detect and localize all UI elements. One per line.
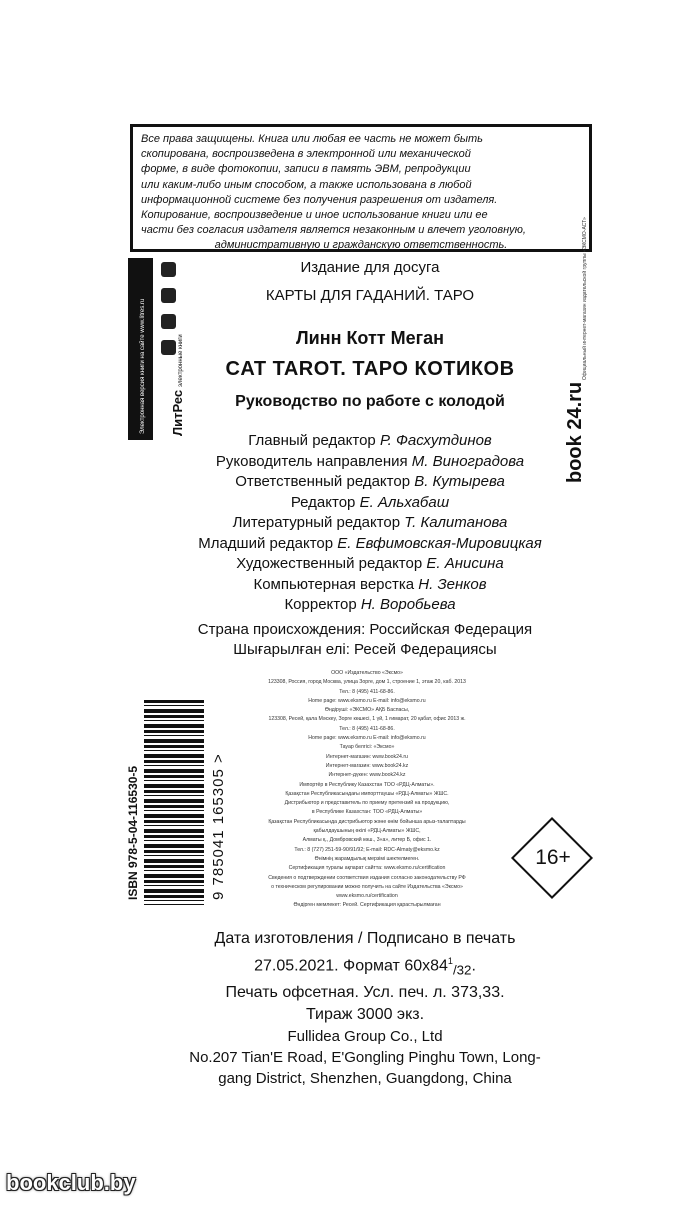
fine-line: Дистрибьютор и представитель по приему претензий на продукцию, <box>284 800 450 807</box>
book-title: CAT TAROT. ТАРО КОТИКОВ <box>225 358 515 380</box>
staff-role: Компьютерная верстка <box>253 575 415 593</box>
factory-line: No.207 Tian'E Road, E'Gongling Pinghu Town, Long- <box>189 1049 541 1066</box>
staff-role: Корректор <box>284 596 357 613</box>
fine-line: Сертификация туралы ақпарат сайтта: www.eksmo.ru/certification <box>288 865 446 872</box>
rights-line: административную и гражданскую ответственность. <box>214 239 508 252</box>
android-icon <box>161 314 176 329</box>
fine-line: Тел.: 8 (495) 411-68-86. <box>339 688 395 695</box>
staff-name: В. Кутырева <box>414 473 505 490</box>
staff-name: Е. Альхабаш <box>359 493 450 511</box>
rights-line: Копирование, воспроизведение и иное использование книги или ее <box>141 209 488 222</box>
book24-small-text: Официальный интернет-магазин издательской группы «ЭКСМО-АСТ» <box>582 217 588 380</box>
litres-logo <box>170 334 185 436</box>
fine-line: 123308, Ресей, қала Мәскеу, Зорге көшесі, 1 үй, 1 ғимарат, 20 қабат, офис 2013 ж. <box>268 716 466 723</box>
litres-vertical-text: Электронная версия книги на сайте www.litres.ru <box>140 298 146 434</box>
fine-line: Home page: www.eksmo.ru E-mail: info@eksmo.ru <box>308 735 426 742</box>
fine-line: Қазақстан Республикасында дистрибьютор және өнім бойынша арыз-талаптарды <box>268 818 466 825</box>
print-format-sub: /32 <box>452 962 472 978</box>
imprint-fine-print <box>222 669 512 911</box>
staff-name: Е. Анисина <box>426 555 504 572</box>
fine-line: ООО «Издательство «Эксмо» <box>331 670 403 676</box>
isbn: ISBN 978-5-04-116530-5 <box>126 765 140 900</box>
staff-role: Руководитель направления <box>215 452 408 470</box>
author: Линн Котт Меган <box>296 328 444 348</box>
country-kz: Шығарылған елі: Ресей Федерациясы <box>233 641 497 658</box>
print-format-sup: 1 <box>447 956 453 966</box>
manufacturer-address <box>140 1026 590 1089</box>
staff-line <box>150 513 590 534</box>
staff-line <box>150 534 590 555</box>
fine-line: о техническом регулировании можно получить на сайте Издательства «Эксмо» <box>271 883 463 890</box>
staff-name: Т. Калитанова <box>404 514 508 531</box>
staff-name: Н. Воробьева <box>360 596 456 613</box>
watermark: bookclub.by <box>6 1170 136 1195</box>
barcode <box>144 700 204 905</box>
fine-line: 123308, Россия, город Москва, улица Зорге, дом 1, строение 1, этаж 20, каб. 2013 <box>268 679 466 686</box>
country-ru: Страна происхождения: Российская Федерация <box>197 621 533 638</box>
litres-banner <box>128 258 153 440</box>
fine-line: Тауар белгісі: «Эксмо» <box>339 744 395 751</box>
fine-line: www.eksmo.ru/certification <box>336 893 398 900</box>
fine-line: Home page: www.eksmo.ru E-mail: info@eksmo.ru <box>308 697 426 704</box>
fine-line: в Республике Казахстан: ТОО «РДЦ-Алматы» <box>311 809 423 816</box>
fine-line: Өндіруші: «ЭКСМО» АҚБ Баспасы, <box>324 707 410 714</box>
edition-type: Издание для досуга <box>300 259 440 276</box>
staff-line <box>150 431 590 452</box>
staff-name: М. Виноградова <box>411 452 525 470</box>
print-format-end: . <box>471 957 476 975</box>
litres-logo-text: ЛитРес <box>170 389 185 436</box>
print-info <box>140 928 590 1026</box>
barcode-block <box>126 700 226 905</box>
staff-role: Ответственный редактор <box>235 473 411 490</box>
staff-line <box>150 575 590 596</box>
print-date-label: Дата изготовления / Подписано в печать <box>214 930 516 947</box>
litres-block <box>128 258 188 440</box>
fine-line: Қазақстан Республикасындағы импорттаушы «РДЦ-Алматы» ЖШС. <box>285 790 449 797</box>
rights-line: информационной системе без получения разрешения от издателя. <box>141 193 498 206</box>
country-of-origin <box>140 620 590 660</box>
staff-role: Младший редактор <box>198 534 334 552</box>
rights-line: скопирована, воспроизведена в электронной или механической <box>141 148 471 161</box>
fine-line: Интернет-дүкен: www.book24.kz <box>328 772 406 779</box>
staff-name: Е. Евфимовская-Мировицкая <box>337 534 542 552</box>
print-format-text: 27.05.2021. Формат 60x84 <box>254 957 448 975</box>
print-date-format <box>140 950 590 982</box>
fine-line: Интернет-магазин: www.book24.ru <box>326 753 408 760</box>
staff-role: Литературный редактор <box>232 514 401 531</box>
rights-line: или каким-либо иным способом, а также использована в любой <box>141 178 472 191</box>
staff-role: Редактор <box>290 493 356 511</box>
fine-line: Өндірген мемлекет: Ресей. Сертификация қарастырылмаған <box>293 902 441 909</box>
staff-role: Главный редактор <box>248 432 376 449</box>
staff-name: Р. Фасхутдинов <box>379 432 492 449</box>
category: КАРТЫ ДЛЯ ГАДАНИЙ. ТАРО <box>265 287 475 304</box>
age-rating-badge <box>510 816 596 902</box>
staff-list <box>150 431 590 616</box>
rights-line: Все права защищены. Книга или любая ее часть не может быть <box>141 133 483 145</box>
rights-line: части без согласия издателя является незаконным и влечет уголовную, <box>141 224 526 237</box>
book24-logo: book 24.ru <box>564 381 586 483</box>
copyright-notice-box <box>130 124 592 252</box>
staff-name: Н. Зенков <box>418 575 487 593</box>
fine-line: Сведения о подтверждении соответствия издания согласно законодательству РФ <box>268 874 466 881</box>
staff-role: Художественный редактор <box>236 555 423 572</box>
staff-line <box>150 472 590 493</box>
fine-line: Өнімнің жарамдылық мерзімі шектелмеген. <box>314 855 420 862</box>
print-run: Тираж 3000 экз. <box>305 1005 425 1023</box>
print-method: Печать офсетная. Усл. печ. л. 373,33. <box>225 983 505 1001</box>
litres-logo-sub: электронные книги <box>178 334 184 387</box>
fine-line: Импортёр в Республику Казахстан ТОО «РДЦ-Алматы». <box>299 781 435 788</box>
staff-line <box>150 493 590 514</box>
barcode-number: 9 785041 165305 > <box>210 753 227 900</box>
fine-line: Алматы қ., Домбровский көш., 3«а», литер Б, офис 1. <box>302 837 432 844</box>
fine-line: Тел.: 8 (727) 251-59-90/91/92; E-mail: RDC-Almaty@eksmo.kz <box>294 846 440 853</box>
book-subtitle: Руководство по работе с колодой <box>235 393 505 410</box>
staff-line <box>150 452 590 473</box>
age-rating-text: 16+ <box>535 846 571 869</box>
fine-line: Интернет-магазин: www.book24.kz <box>325 762 409 769</box>
fine-line: Тел.: 8 (495) 411-68-86. <box>339 725 395 732</box>
fine-line: қабылдаушының өкілі «РДЦ-Алматы» ЖШС, <box>313 828 421 835</box>
staff-line <box>150 554 590 575</box>
staff-line <box>150 595 590 616</box>
factory-line: gang District, Shenzhen, Guangdong, China <box>218 1070 512 1087</box>
rights-line: форме, в виде фотокопии, записи в память ЭВМ, репродукции <box>141 163 471 176</box>
factory-line: Fullidea Group Co., Ltd <box>287 1028 443 1045</box>
